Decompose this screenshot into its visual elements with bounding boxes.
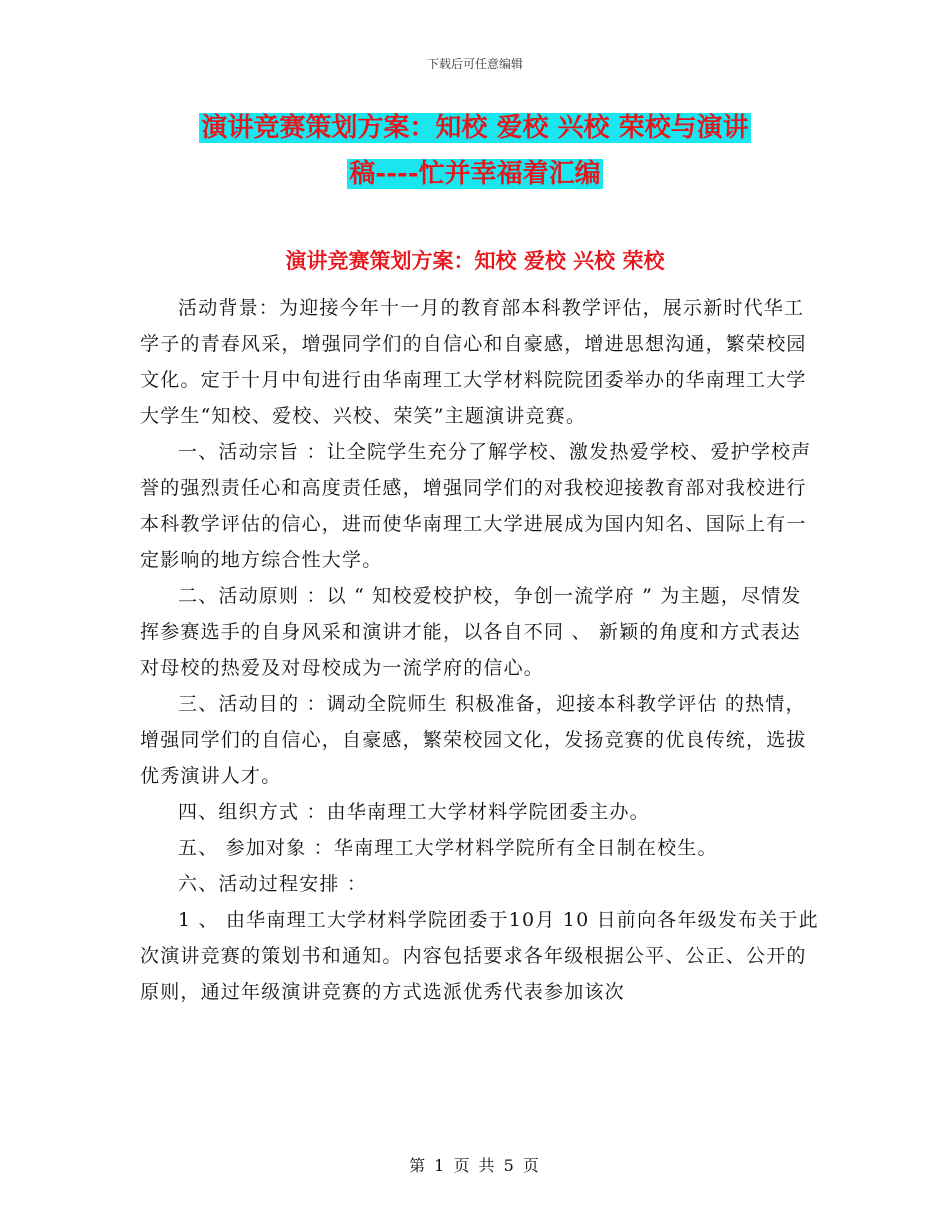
paragraph-principle: 二、活动原则 ：以 “ 知校爱校护校，争创一流学府 ” 为主题，尽情发挥参赛选手的自身风采和演讲才能，以各自不同 、 新颖的角度和方式表达对母校的热爱及对母校成为一流学府的信心。	[140, 585, 802, 679]
page-footer: 第 1 页 共 5 页	[409, 1156, 541, 1175]
document-title-text-1: 演讲竞赛策划方案：知校 爱校 兴校 荣校与演讲	[201, 113, 749, 143]
paragraph-goal: 三、活动目的 ：调动全院师生 积极准备，迎接本科教学评估 的热情，增强同学们的自信心，自豪感，繁荣校园文化，发扬竞赛的优良传统，选拔优秀演讲人才。	[140, 693, 807, 787]
paragraph-organization: 四、组织方式 ：由华南理工大学材料学院团委主办。	[178, 801, 650, 823]
document-title-line-2	[0, 156, 950, 192]
paragraph-participants: 五、 参加对象 ：华南理工大学材料学院所有全日制在校生。	[178, 837, 718, 859]
paragraph-schedule-heading: 六、活动过程安排 ：	[178, 873, 368, 895]
paragraph-purpose: 一、活动宗旨 ：让全院学生充分了解学校、激发热爱学校、爱护学校声誉的强烈责任心和高度责任感，增强同学们的对我校迎接教育部对我校进行本科教学评估的信心，进而使华南理工大学进展成为国内知名、国际上有一定影响的地方综合性大学。	[140, 441, 812, 571]
document-title-text-2: 稿----忙并幸福着汇编	[349, 159, 601, 189]
paragraph-schedule-item-1: 1 、 由华南理工大学材料学院团委于10月 10 日前向各年级发布关于此次演讲竞赛的策划书和通知。内容包括要求各年级根据公平、公正、公开的原则，通过年级演讲竞赛的方式选派优秀代表参加该次	[140, 909, 819, 1003]
section-heading: 演讲竞赛策划方案：知校 爱校 兴校 荣校	[285, 248, 665, 273]
header-note: 下载后可任意编辑	[426, 57, 523, 71]
paragraph-background: 活动背景：为迎接今年十一月的教育部本科教学评估，展示新时代华工学子的青春风采，增强同学们的自信心和自豪感，增进思想沟通，繁荣校园文化。定于十月中旬进行由华南理工大学材料院院团委举办的华南理工大学大学生“知校、爱校、兴校、荣笑”主题演讲竞赛。	[140, 297, 807, 427]
document-body	[140, 290, 820, 1010]
document-title-line-1	[0, 110, 950, 146]
